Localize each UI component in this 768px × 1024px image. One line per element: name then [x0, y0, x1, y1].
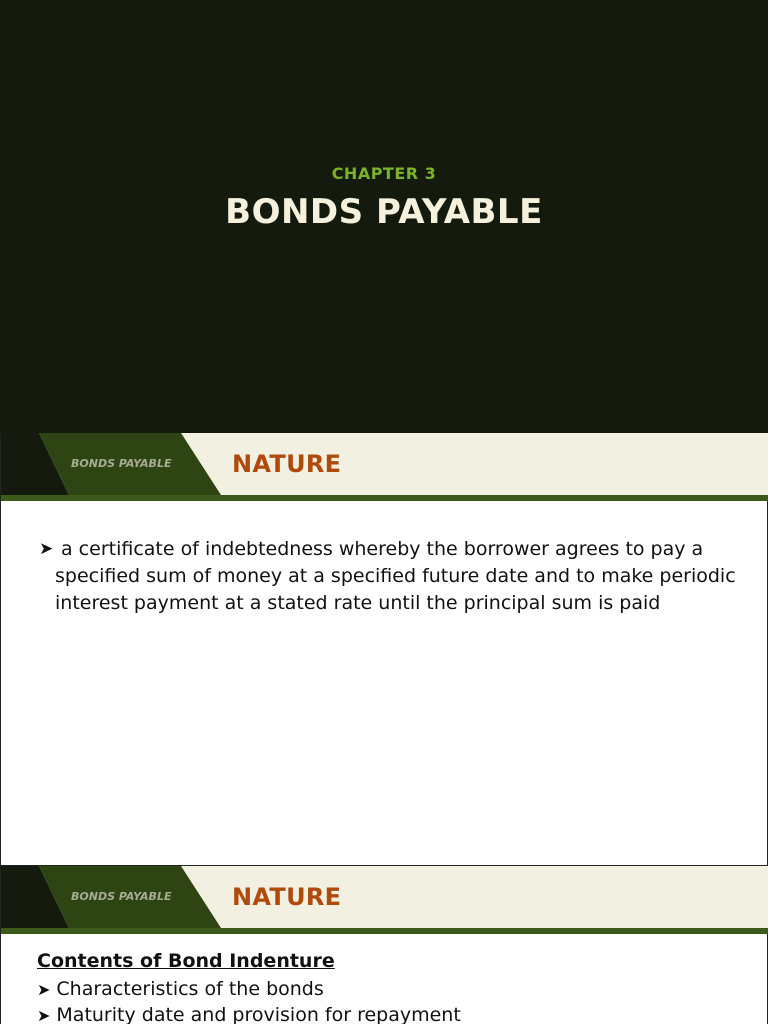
list-item: [37, 1004, 461, 1024]
header-rule: [1, 928, 768, 934]
arrow-bullet-icon: ➤: [37, 980, 51, 999]
header-tag: BONDS PAYABLE: [71, 457, 172, 470]
main-title: BONDS PAYABLE: [225, 192, 543, 232]
bullet-text: a certificate of indebtedness whereby the borrower agrees to pay a specified sum of money at a specified future date and to make periodic interest payment at a stated rate until the principal sum is paid: [55, 538, 736, 614]
chapter-label: CHAPTER 3: [331, 164, 437, 183]
list-item-text: Characteristics of the bonds: [56, 978, 324, 1000]
bullet-item: [39, 536, 739, 617]
slide-title: NATURE: [232, 883, 342, 911]
arrow-bullet-icon: ➤: [39, 539, 54, 559]
title-slide: [0, 0, 768, 434]
slide-bond-indenture: [0, 866, 768, 1024]
list-item-text: Maturity date and provision for repayment: [56, 1004, 461, 1024]
section-heading: Contents of Bond Indenture: [37, 950, 335, 972]
slide-title: NATURE: [232, 450, 342, 478]
list-item: [37, 978, 324, 1000]
header-rule: [1, 495, 768, 501]
slide-nature-definition: [0, 433, 768, 866]
header-tag: BONDS PAYABLE: [71, 890, 172, 903]
arrow-bullet-icon: ➤: [37, 1006, 51, 1024]
